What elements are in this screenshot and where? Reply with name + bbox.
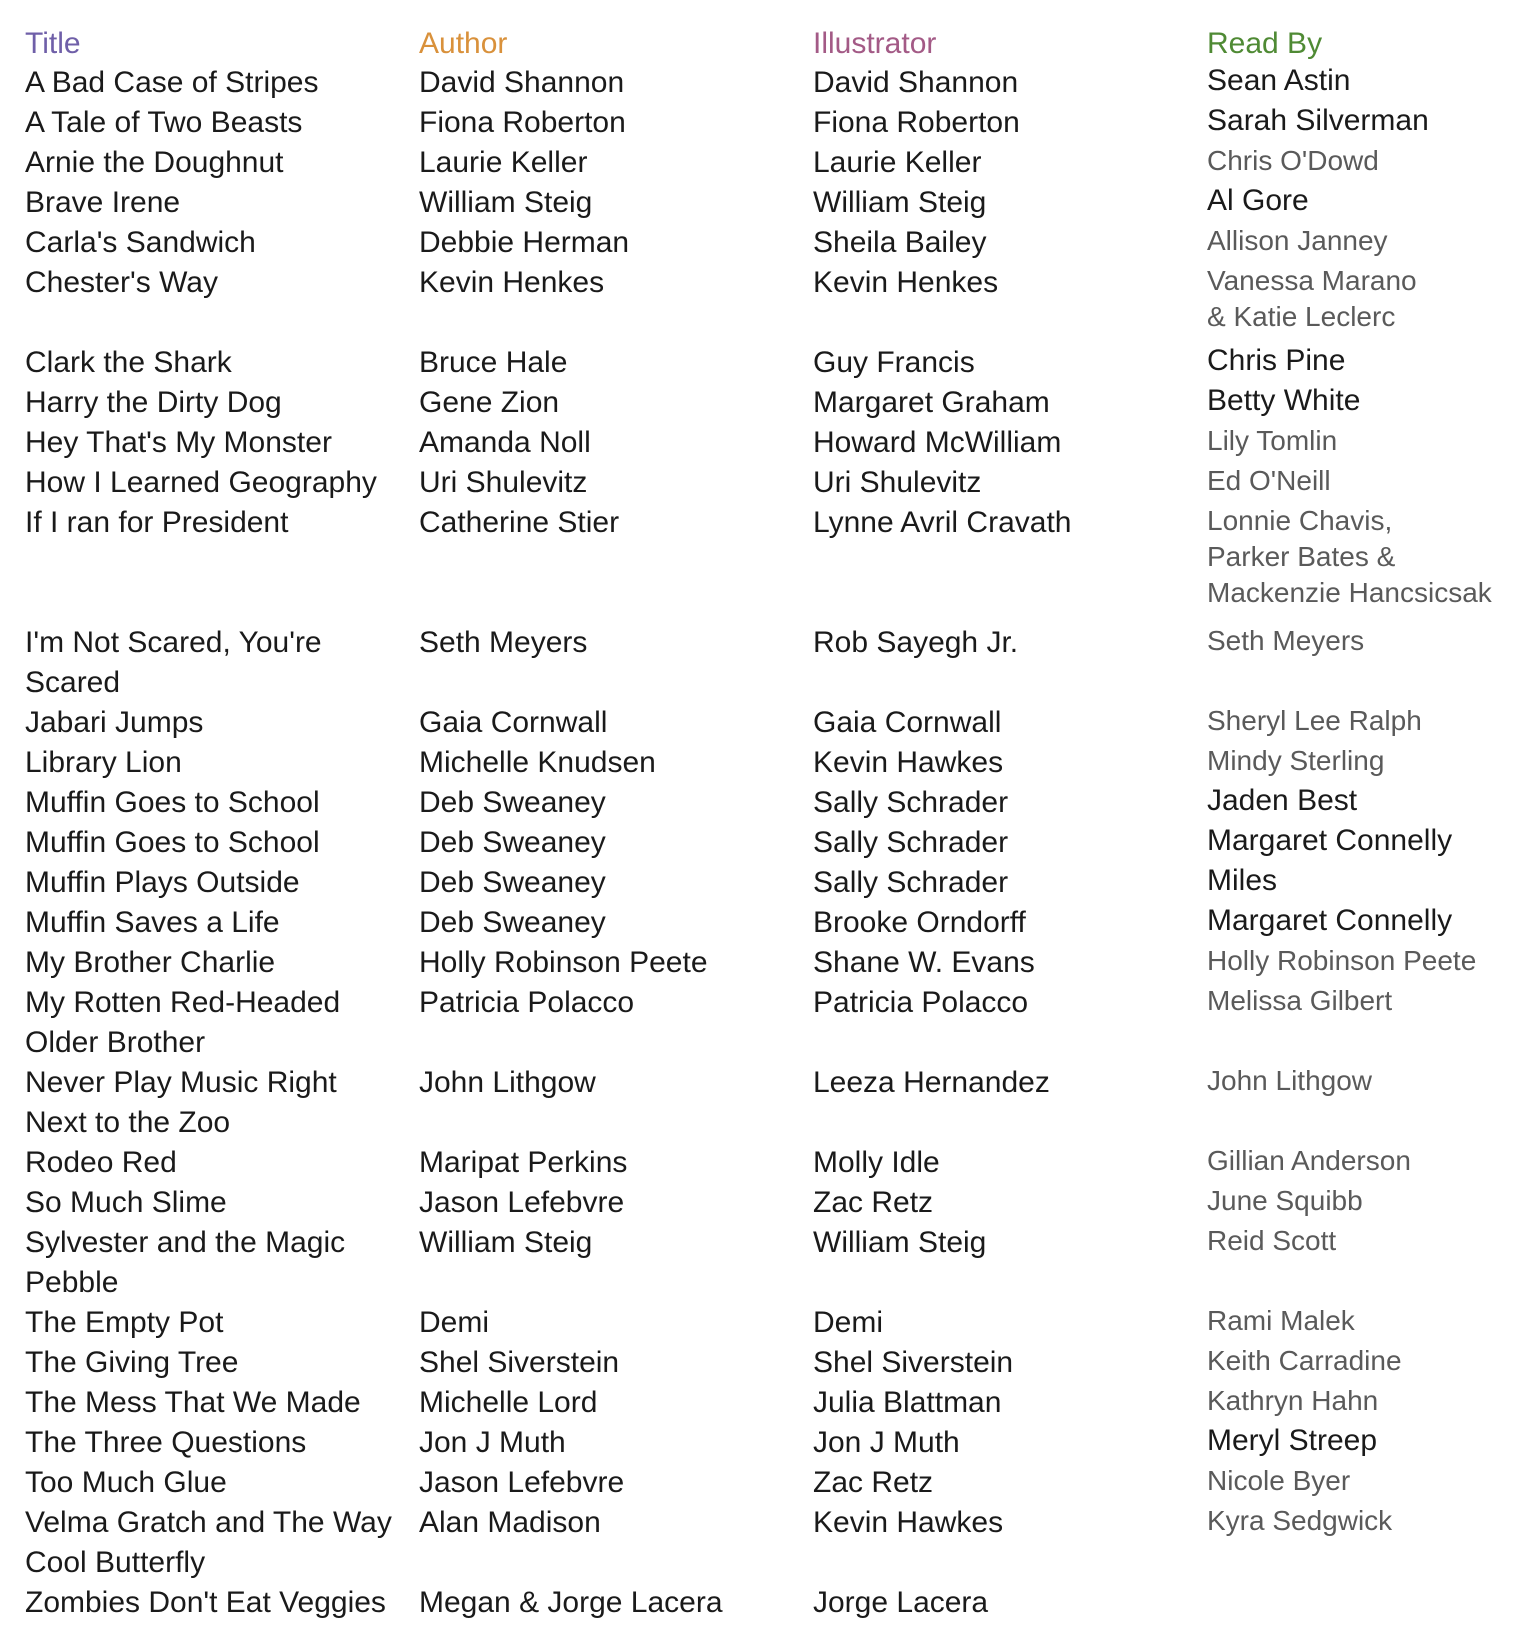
book-illustrator-line: David Shannon — [813, 66, 1019, 99]
book-title — [25, 183, 415, 223]
book-reader — [1207, 63, 1527, 99]
book-illustrator-line: Lynne Avril Cravath — [813, 506, 1072, 539]
book-title — [25, 103, 415, 143]
book-title-line: Too Much Glue — [25, 1466, 227, 1499]
book-illustrator — [813, 343, 1203, 383]
book-author — [419, 263, 809, 303]
book-author-line: William Steig — [419, 1226, 593, 1259]
book-author-line: Michelle Lord — [419, 1386, 598, 1419]
book-illustrator — [813, 223, 1203, 263]
book-author-line: Amanda Noll — [419, 426, 591, 459]
book-title — [25, 783, 415, 823]
book-illustrator-line: Laurie Keller — [813, 146, 982, 179]
book-reader-line: Sean Astin — [1207, 64, 1351, 97]
book-title-line: Jabari Jumps — [25, 706, 204, 739]
book-illustrator — [813, 183, 1203, 223]
book-author-line: Demi — [419, 1306, 490, 1339]
book-illustrator-line: Leeza Hernandez — [813, 1066, 1050, 1099]
book-author-line: Michelle Knudsen — [419, 746, 656, 779]
book-reader — [1207, 783, 1527, 819]
book-author-line: Gaia Cornwall — [419, 706, 608, 739]
book-title — [25, 1423, 415, 1463]
book-title — [25, 1063, 415, 1143]
book-title-line: Rodeo Red — [25, 1146, 177, 1179]
book-reader-line: Gillian Anderson — [1207, 1145, 1411, 1176]
book-reader-line: Miles — [1207, 864, 1278, 897]
book-title — [25, 1343, 415, 1383]
book-reader-line: Holly Robinson Peete — [1207, 945, 1477, 976]
book-title-line: Muffin Plays Outside — [25, 866, 300, 899]
book-illustrator-line: Margaret Graham — [813, 386, 1050, 419]
book-illustrator-line: Zac Retz — [813, 1466, 934, 1499]
book-title — [25, 1183, 415, 1223]
book-reader — [1207, 183, 1527, 219]
book-reader-line: Meryl Streep — [1207, 1424, 1378, 1457]
book-author-line: Patricia Polacco — [419, 986, 635, 1019]
book-title — [25, 1143, 415, 1183]
book-reader-line: June Squibb — [1207, 1185, 1363, 1216]
book-title-line: Zombies Don't Eat Veggies — [25, 1586, 386, 1619]
book-title — [25, 703, 415, 743]
book-reader — [1207, 383, 1527, 419]
book-reader-line: Sheryl Lee Ralph — [1207, 705, 1422, 736]
book-illustrator — [813, 943, 1203, 983]
book-author — [419, 503, 809, 543]
book-title-line: My Rotten Red-Headed — [25, 986, 341, 1019]
book-title — [25, 983, 415, 1063]
book-reader-line: Reid Scott — [1207, 1225, 1337, 1256]
book-title — [25, 1303, 415, 1343]
book-illustrator-line: Brooke Orndorff — [813, 906, 1026, 939]
book-illustrator-line: Sally Schrader — [813, 826, 1009, 859]
book-author-line: Kevin Henkes — [419, 266, 605, 299]
book-title — [25, 1383, 415, 1423]
book-reader — [1207, 703, 1527, 739]
book-title — [25, 1223, 415, 1303]
book-reader — [1207, 103, 1527, 139]
book-reader — [1207, 1503, 1527, 1539]
book-title — [25, 1583, 415, 1623]
book-title-line: Sylvester and the Magic — [25, 1226, 346, 1259]
book-author-line: David Shannon — [419, 66, 625, 99]
book-title-line: Never Play Music Right — [25, 1066, 337, 1099]
book-author-line: Uri Shulevitz — [419, 466, 588, 499]
book-author — [419, 703, 809, 743]
book-title-line: Library Lion — [25, 746, 182, 779]
book-title-line: Pebble — [25, 1266, 119, 1299]
book-author — [419, 1343, 809, 1383]
book-author-line: William Steig — [419, 186, 593, 219]
book-illustrator — [813, 1063, 1203, 1103]
book-reader — [1207, 1343, 1527, 1379]
column-header-read-by: Read By — [1207, 27, 1323, 60]
book-reader — [1207, 263, 1527, 335]
book-title-line: Muffin Goes to School — [25, 786, 320, 819]
book-illustrator-line: Zac Retz — [813, 1186, 934, 1219]
book-title-line: Harry the Dirty Dog — [25, 386, 282, 419]
book-illustrator-line: Sheila Bailey — [813, 226, 987, 259]
book-author — [419, 1223, 809, 1263]
book-author — [419, 1503, 809, 1543]
book-reader-line: Vanessa Marano — [1207, 265, 1417, 296]
column-header-author: Author — [419, 27, 508, 60]
book-illustrator-line: Demi — [813, 1306, 884, 1339]
book-title-line: Carla's Sandwich — [25, 226, 256, 259]
book-author — [419, 1583, 809, 1623]
book-author — [419, 903, 809, 943]
book-author-line: Seth Meyers — [419, 626, 588, 659]
book-author — [419, 463, 809, 503]
book-title-line: Scared — [25, 666, 121, 699]
book-author-line: Bruce Hale — [419, 346, 568, 379]
book-title-line: Chester's Way — [25, 266, 218, 299]
book-illustrator — [813, 1383, 1203, 1423]
book-reader-line: Allison Janney — [1207, 225, 1388, 256]
book-illustrator — [813, 1223, 1203, 1263]
book-reader-line: Seth Meyers — [1207, 625, 1365, 656]
book-reader-line: Jaden Best — [1207, 784, 1358, 817]
book-reader — [1207, 903, 1527, 939]
book-title-line: The Giving Tree — [25, 1346, 239, 1379]
book-illustrator — [813, 1423, 1203, 1463]
book-illustrator-line: Jorge Lacera — [813, 1586, 989, 1619]
book-illustrator — [813, 1343, 1203, 1383]
book-illustrator — [813, 1503, 1203, 1543]
book-reader — [1207, 1063, 1527, 1099]
book-reader — [1207, 983, 1527, 1019]
book-reader — [1207, 463, 1527, 499]
book-illustrator-line: Rob Sayegh Jr. — [813, 626, 1019, 659]
book-title — [25, 343, 415, 383]
book-illustrator-line: Molly Idle — [813, 1146, 940, 1179]
book-author-line: Laurie Keller — [419, 146, 588, 179]
book-illustrator-line: Julia Blattman — [813, 1386, 1002, 1419]
book-reader-line: Kathryn Hahn — [1207, 1385, 1379, 1416]
book-illustrator — [813, 383, 1203, 423]
book-illustrator-line: Shane W. Evans — [813, 946, 1035, 979]
book-illustrator-line: Patricia Polacco — [813, 986, 1029, 1019]
book-reader — [1207, 623, 1527, 659]
book-reader-line: Rami Malek — [1207, 1305, 1355, 1336]
book-reader — [1207, 743, 1527, 779]
book-title — [25, 743, 415, 783]
book-reader — [1207, 823, 1527, 859]
book-reader-line: Margaret Connelly — [1207, 904, 1453, 937]
book-title-line: If I ran for President — [25, 506, 289, 539]
book-title — [25, 63, 415, 103]
book-illustrator — [813, 983, 1203, 1023]
book-author — [419, 863, 809, 903]
book-illustrator — [813, 463, 1203, 503]
book-illustrator-line: Kevin Henkes — [813, 266, 999, 299]
book-title — [25, 143, 415, 183]
book-reader-line: Al Gore — [1207, 184, 1309, 217]
book-author — [419, 103, 809, 143]
book-reader — [1207, 1423, 1527, 1459]
book-author-line: Jason Lefebvre — [419, 1466, 625, 1499]
book-author — [419, 1303, 809, 1343]
book-title — [25, 223, 415, 263]
book-reader — [1207, 1463, 1527, 1499]
book-illustrator — [813, 1303, 1203, 1343]
book-author — [419, 823, 809, 863]
book-author — [419, 63, 809, 103]
book-illustrator — [813, 823, 1203, 863]
book-author-line: Gene Zion — [419, 386, 560, 419]
book-reader — [1207, 423, 1527, 459]
book-reader-line: Ed O'Neill — [1207, 465, 1331, 496]
book-author — [419, 1383, 809, 1423]
book-reader — [1207, 863, 1527, 899]
book-author-line: Deb Sweaney — [419, 866, 606, 899]
column-header-illustrator: Illustrator — [813, 27, 937, 60]
book-illustrator-line: Gaia Cornwall — [813, 706, 1002, 739]
book-reader — [1207, 1183, 1527, 1219]
book-illustrator-line: Sally Schrader — [813, 866, 1009, 899]
book-illustrator — [813, 423, 1203, 463]
book-author-line: Fiona Roberton — [419, 106, 626, 139]
book-illustrator-line: Kevin Hawkes — [813, 1506, 1004, 1539]
book-title — [25, 943, 415, 983]
book-reader-line: Kyra Sedgwick — [1207, 1505, 1393, 1536]
book-author-line: Megan & Jorge Lacera — [419, 1586, 723, 1619]
book-author — [419, 743, 809, 783]
book-author-line: Deb Sweaney — [419, 786, 606, 819]
book-reader-line: Chris O'Dowd — [1207, 145, 1379, 176]
book-author — [419, 383, 809, 423]
book-author — [419, 1063, 809, 1103]
book-reader — [1207, 503, 1527, 611]
book-title — [25, 903, 415, 943]
book-title — [25, 823, 415, 863]
book-author-line: Alan Madison — [419, 1506, 601, 1539]
book-title-line: Cool Butterfly — [25, 1546, 206, 1579]
book-title-line: Velma Gratch and The Way — [25, 1506, 392, 1539]
book-title — [25, 623, 415, 703]
book-reader-line: Mackenzie Hancsicsak — [1207, 577, 1492, 608]
book-title-line: Muffin Goes to School — [25, 826, 320, 859]
book-reader — [1207, 943, 1527, 979]
book-author-line: Holly Robinson Peete — [419, 946, 708, 979]
book-author-line: Deb Sweaney — [419, 906, 606, 939]
book-author — [419, 143, 809, 183]
book-reader — [1207, 1383, 1527, 1419]
book-title — [25, 863, 415, 903]
book-author — [419, 983, 809, 1023]
book-illustrator — [813, 1583, 1203, 1623]
book-reader-line: Keith Carradine — [1207, 1345, 1402, 1376]
book-author — [419, 943, 809, 983]
book-title — [25, 423, 415, 463]
book-title-line: Next to the Zoo — [25, 1106, 231, 1139]
book-title — [25, 503, 415, 543]
book-title-line: Muffin Saves a Life — [25, 906, 280, 939]
book-title-line: Hey That's My Monster — [25, 426, 332, 459]
book-title-line: Brave Irene — [25, 186, 181, 219]
book-illustrator — [813, 263, 1203, 303]
book-illustrator-line: Shel Siverstein — [813, 1346, 1014, 1379]
book-title-line: I'm Not Scared, You're — [25, 626, 322, 659]
book-title-line: Older Brother — [25, 1026, 206, 1059]
book-reader — [1207, 223, 1527, 259]
book-author — [419, 783, 809, 823]
book-illustrator-line: Sally Schrader — [813, 786, 1009, 819]
book-illustrator-line: Jon J Muth — [813, 1426, 960, 1459]
book-illustrator-line: William Steig — [813, 1226, 987, 1259]
book-illustrator — [813, 863, 1203, 903]
book-title-line: The Empty Pot — [25, 1306, 224, 1339]
book-author — [419, 623, 809, 663]
book-title-line: So Much Slime — [25, 1186, 227, 1219]
book-title — [25, 1463, 415, 1503]
book-reader — [1207, 343, 1527, 379]
book-author — [419, 1143, 809, 1183]
book-author — [419, 1183, 809, 1223]
book-reader-line: Sarah Silverman — [1207, 104, 1429, 137]
book-author-line: Jason Lefebvre — [419, 1186, 625, 1219]
book-illustrator-line: Guy Francis — [813, 346, 975, 379]
book-illustrator — [813, 1463, 1203, 1503]
book-title-line: A Bad Case of Stripes — [25, 66, 319, 99]
book-title — [25, 463, 415, 503]
book-reader — [1207, 1223, 1527, 1259]
book-reader-line: Chris Pine — [1207, 344, 1346, 377]
book-reader-line: & Katie Leclerc — [1207, 301, 1396, 332]
book-reader — [1207, 1143, 1527, 1179]
book-reader-line: John Lithgow — [1207, 1065, 1373, 1096]
book-author-line: Debbie Herman — [419, 226, 630, 259]
book-illustrator — [813, 903, 1203, 943]
book-reader-line: Nicole Byer — [1207, 1465, 1351, 1496]
book-illustrator-line: William Steig — [813, 186, 987, 219]
book-illustrator — [813, 103, 1203, 143]
book-author — [419, 423, 809, 463]
book-reader-line: Lily Tomlin — [1207, 425, 1338, 456]
book-reader-line: Parker Bates & — [1207, 541, 1396, 572]
book-illustrator — [813, 783, 1203, 823]
book-reader-line: Mindy Sterling — [1207, 745, 1385, 776]
book-title — [25, 383, 415, 423]
book-author — [419, 1463, 809, 1503]
book-illustrator-line: Fiona Roberton — [813, 106, 1020, 139]
book-reader-line: Betty White — [1207, 384, 1361, 417]
column-header-title: Title — [25, 27, 81, 60]
book-reader — [1207, 1303, 1527, 1339]
book-illustrator-line: Uri Shulevitz — [813, 466, 982, 499]
book-reader — [1207, 143, 1527, 179]
book-illustrator-line: Kevin Hawkes — [813, 746, 1004, 779]
book-illustrator-line: Howard McWilliam — [813, 426, 1062, 459]
book-author-line: Catherine Stier — [419, 506, 620, 539]
book-author-line: Jon J Muth — [419, 1426, 566, 1459]
book-author-line: Deb Sweaney — [419, 826, 606, 859]
book-reader-line: Melissa Gilbert — [1207, 985, 1393, 1016]
book-illustrator — [813, 623, 1203, 663]
book-reader-line: Margaret Connelly — [1207, 824, 1453, 857]
book-author-line: Shel Siverstein — [419, 1346, 620, 1379]
book-reader-line: Lonnie Chavis, — [1207, 505, 1393, 536]
book-author — [419, 1423, 809, 1463]
book-title-line: A Tale of Two Beasts — [25, 106, 303, 139]
book-title-line: The Three Questions — [25, 1426, 307, 1459]
book-author — [419, 343, 809, 383]
book-illustrator — [813, 1183, 1203, 1223]
book-illustrator — [813, 703, 1203, 743]
book-illustrator — [813, 63, 1203, 103]
book-title-line: Arnie the Doughnut — [25, 146, 284, 179]
book-title — [25, 263, 415, 303]
book-title-line: My Brother Charlie — [25, 946, 276, 979]
book-illustrator — [813, 1143, 1203, 1183]
book-title — [25, 1503, 415, 1583]
book-title-line: How I Learned Geography — [25, 466, 377, 499]
book-title-line: The Mess That We Made — [25, 1386, 361, 1419]
book-author-line: John Lithgow — [419, 1066, 596, 1099]
book-author — [419, 183, 809, 223]
book-title-line: Clark the Shark — [25, 346, 232, 379]
book-illustrator — [813, 743, 1203, 783]
book-illustrator — [813, 503, 1203, 543]
book-illustrator — [813, 143, 1203, 183]
book-author — [419, 223, 809, 263]
book-author-line: Maripat Perkins — [419, 1146, 628, 1179]
